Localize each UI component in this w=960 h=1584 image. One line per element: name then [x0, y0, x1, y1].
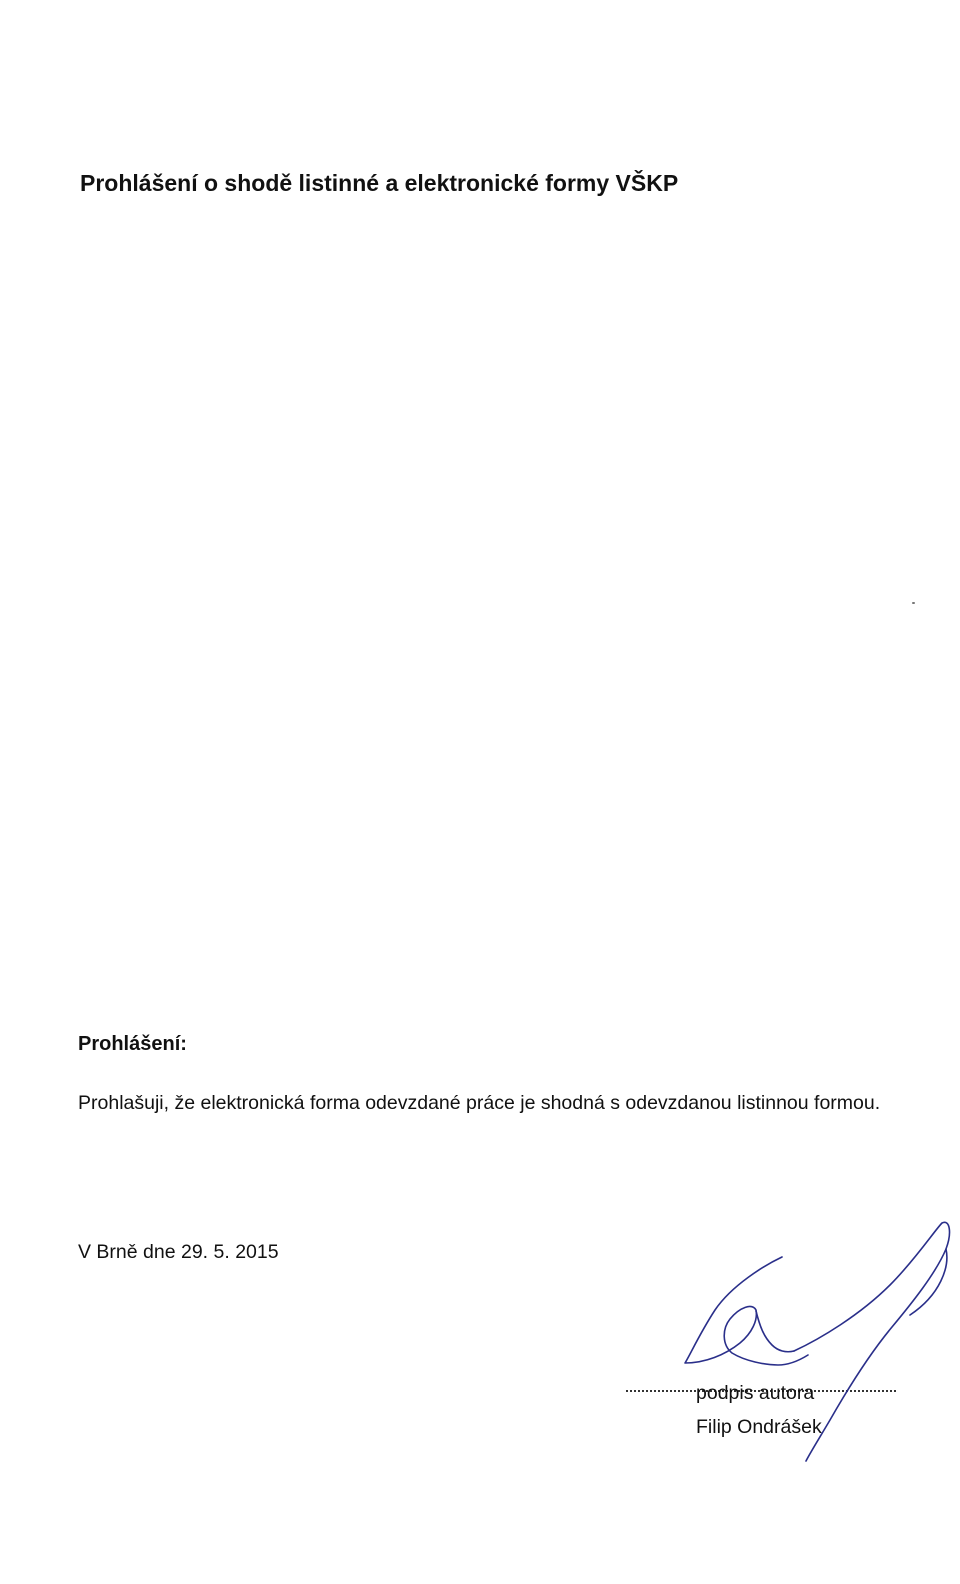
- declaration-text: Prohlašuji, že elektronická forma odevzdané práce je shodná s odevzdanou listinnou formou.: [78, 1092, 881, 1114]
- signature-stroke: [910, 1249, 947, 1315]
- page-title: Prohlášení o shodě listinné a elektronické formy VŠKP: [80, 170, 679, 196]
- scan-speck: [912, 602, 915, 604]
- author-name: Filip Ondrášek: [696, 1416, 822, 1438]
- signature-stroke: [685, 1257, 808, 1365]
- signature-stroke: [756, 1311, 794, 1352]
- place-and-date: V Brně dne 29. 5. 2015: [78, 1241, 279, 1263]
- section-heading: Prohlášení:: [78, 1033, 187, 1055]
- signature-caption: podpis autora: [696, 1382, 815, 1404]
